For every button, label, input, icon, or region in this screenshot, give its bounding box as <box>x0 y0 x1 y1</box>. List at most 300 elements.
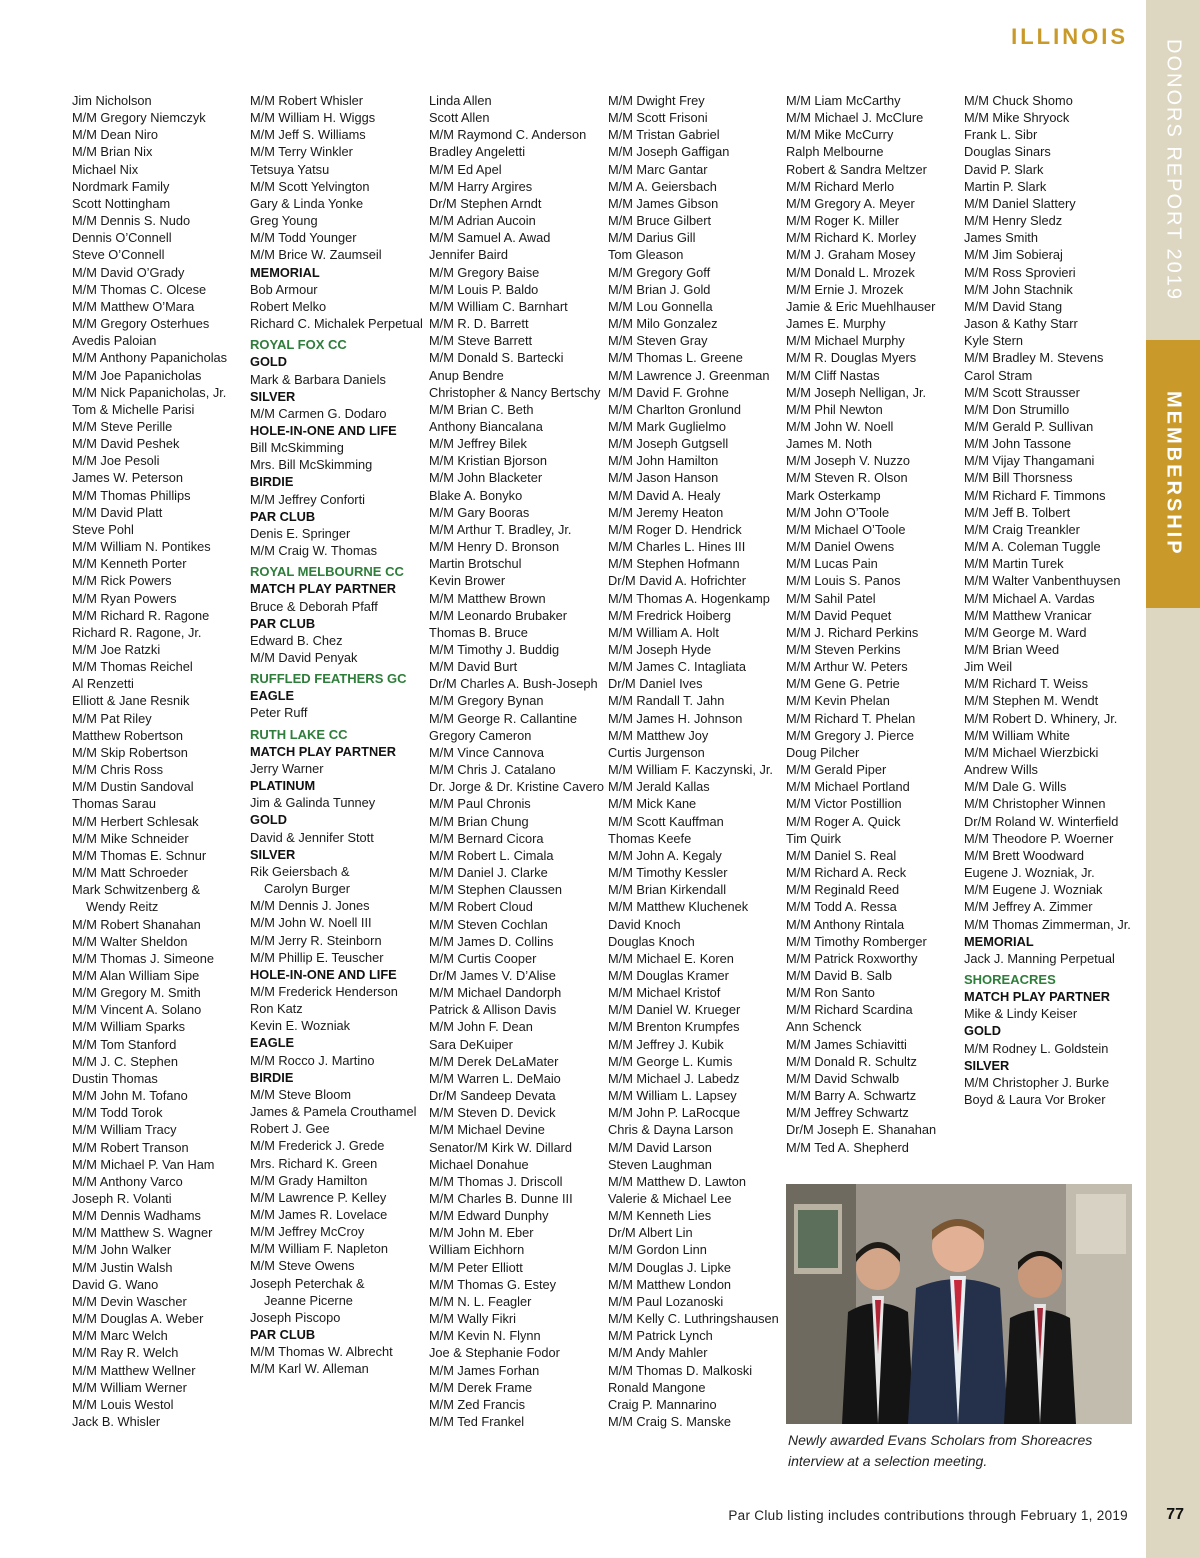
donor-name: M/M Jerald Kallas <box>608 779 710 795</box>
donor-name: M/M Rocco J. Martino <box>250 1052 375 1068</box>
donor-name: M/M Timothy Kessler <box>608 865 728 881</box>
giving-level-heading: PAR CLUB <box>250 615 316 631</box>
donor-name: M/M James H. Johnson <box>608 710 743 726</box>
donor-name: Tetsuya Yatsu <box>250 161 330 177</box>
donor-name: M/M Joe Ratzki <box>72 642 161 657</box>
giving-level-heading: BIRDIE <box>250 474 294 490</box>
donor-name: Dr/M Charles A. Bush-Joseph <box>429 676 598 692</box>
club-heading: SHOREACRES <box>964 971 1056 987</box>
donor-name: M/M Charles B. Dunne III <box>429 1191 573 1206</box>
donor-name: M/M James R. Lovelace <box>250 1207 388 1222</box>
donor-name: Doug Pilcher <box>786 744 860 760</box>
donor-name: M/M John F. Dean <box>429 1019 533 1035</box>
club-heading: ROYAL MELBOURNE CC <box>250 564 404 580</box>
donor-name: M/M Henry Sledz <box>964 213 1063 229</box>
donor-name: M/M Marc Welch <box>72 1328 168 1344</box>
donor-name: M/M Todd A. Ressa <box>786 899 897 915</box>
donor-name: M/M Jeffrey Schwartz <box>786 1105 909 1121</box>
donor-name: M/M Chuck Shomo <box>964 93 1073 108</box>
donor-name: Kyle Stern <box>964 333 1024 349</box>
donor-name: M/M William N. Pontikes <box>72 539 211 555</box>
donor-name: Ronald Mangone <box>608 1379 706 1395</box>
donor-name: Bruce & Deborah Pfaff <box>250 598 378 614</box>
donor-name: Jack B. Whisler <box>72 1414 161 1430</box>
donor-name: M/M Daniel J. Clarke <box>429 865 548 881</box>
donor-name: Dr/M David A. Hofrichter <box>608 573 746 589</box>
donor-name: M/M Richard T. Phelan <box>786 710 916 726</box>
donor-name: Bob Armour <box>250 281 318 297</box>
donor-name: M/M Roger K. Miller <box>786 213 900 229</box>
report-label-text: DONORS REPORT 2019 <box>1162 38 1185 301</box>
donor-name: Anup Bendre <box>429 367 504 383</box>
donor-name: Chris & Dayna Larson <box>608 1122 734 1138</box>
giving-level-heading: HOLE-IN-ONE AND LIFE <box>250 422 397 438</box>
donor-name: M/M Bruce Gilbert <box>608 213 712 229</box>
donor-name: M/M Michael Dandorph <box>429 985 562 1001</box>
donor-name: M/M Bill Thorsness <box>964 470 1073 486</box>
donor-name: M/M Liam McCarthy <box>786 93 901 108</box>
donor-name: Dr/M Sandeep Devata <box>429 1088 556 1104</box>
donor-name: M/M Daniel S. Real <box>786 847 897 863</box>
section-tab-text: MEMBERSHIP <box>1162 391 1185 557</box>
donor-name: Michael Donahue <box>429 1156 529 1172</box>
donor-name: M/M John Blacketer <box>429 470 543 486</box>
donor-name: M/M George R. Callantine <box>429 710 577 726</box>
donor-name: M/M Steve Owens <box>250 1258 355 1274</box>
donor-name: M/M Theodore P. Woerner <box>964 830 1114 846</box>
donor-name: M/M Ted A. Shepherd <box>786 1139 909 1155</box>
donor-name: Steve O’Connell <box>72 247 165 263</box>
donor-name: M/M Jeremy Heaton <box>608 504 724 520</box>
donor-name: M/M Carmen G. Dodaro <box>250 405 387 421</box>
donor-name: Bradley Angeletti <box>429 144 526 160</box>
donor-name: M/M Steven Cochlan <box>429 916 548 932</box>
donor-name: M/M Douglas A. Weber <box>72 1311 204 1327</box>
donor-name: M/M Gary Booras <box>429 504 530 520</box>
donor-name: M/M Michael P. Van Ham <box>72 1156 215 1172</box>
donor-name: M/M Thomas Reichel <box>72 659 193 675</box>
donor-name: M/M Michael Murphy <box>786 333 905 349</box>
donor-name: James M. Noth <box>786 436 873 452</box>
donor-name: Tim Quirk <box>786 830 841 846</box>
donor-name: M/M Roger A. Quick <box>786 813 901 829</box>
donor-name: Tom Gleason <box>608 247 684 263</box>
donor-name: M/M Sahil Patel <box>786 590 876 606</box>
giving-level-heading: PLATINUM <box>250 778 316 794</box>
donor-name: M/M Arthur W. Peters <box>786 659 908 675</box>
donor-name: M/M Paul Chronis <box>429 796 531 812</box>
donor-name: Richard C. Michalek Perpetual <box>250 316 423 332</box>
donor-name: Mrs. Richard K. Green <box>250 1155 378 1171</box>
donor-name: Martin P. Slark <box>964 178 1047 194</box>
donor-name: M/M Dale G. Wills <box>964 779 1067 795</box>
donor-name: M/M Cliff Nastas <box>786 367 880 383</box>
donor-name: Gregory Cameron <box>429 727 532 743</box>
giving-level-heading: GOLD <box>964 1023 1001 1039</box>
donor-name: Mark Osterkamp <box>786 487 881 503</box>
donor-name: M/M John M. Tofano <box>72 1088 188 1104</box>
donor-name: M/M Alan William Sipe <box>72 967 200 983</box>
donor-name: M/M Gregory M. Smith <box>72 985 201 1001</box>
donor-name: M/M Thomas A. Hogenkamp <box>608 590 770 606</box>
donor-name: Ann Schenck <box>786 1019 862 1035</box>
donor-name: M/M Kelly C. Luthringshausen <box>608 1311 779 1327</box>
donor-name: M/M David Pequet <box>786 607 892 623</box>
donor-name: M/M Frederick J. Grede <box>250 1138 385 1154</box>
donor-name: M/M Don Strumillo <box>964 401 1070 417</box>
donor-name: M/M Paul Lozanoski <box>608 1293 724 1309</box>
donor-name: Dr/M Joseph E. Shanahan <box>786 1122 937 1138</box>
donor-name: M/M Matthew London <box>608 1276 732 1292</box>
donor-name: M/M Tristan Gabriel <box>608 127 720 143</box>
donor-name: M/M Barry A. Schwartz <box>786 1088 917 1104</box>
donor-name: Jerry Warner <box>250 760 324 776</box>
donor-column-3 <box>429 92 605 1430</box>
donor-name: M/M Jason Hanson <box>608 470 719 486</box>
donor-name: M/M Brian J. Gold <box>608 281 711 297</box>
donor-name: M/M Brian Kirkendall <box>608 882 727 898</box>
donor-name: Andrew Wills <box>964 762 1038 778</box>
donor-name: Blake A. Bonyko <box>429 487 523 503</box>
donor-name: M/M Gordon Linn <box>608 1242 707 1258</box>
donor-name: Mike & Lindy Keiser <box>964 1006 1078 1022</box>
donor-name: Linda Allen <box>429 93 492 108</box>
donor-name: M/M Louis S. Panos <box>786 573 901 589</box>
donor-name: Jim Weil <box>964 659 1013 675</box>
donor-name: Boyd & Laura Vor Broker <box>964 1092 1106 1108</box>
donor-name: M/M David Burt <box>429 659 518 675</box>
donor-name: Anthony Biancalana <box>429 418 543 434</box>
giving-level-heading: EAGLE <box>250 688 295 704</box>
donor-name: M/M Richard R. Ragone <box>72 607 210 623</box>
donor-name: Matthew Robertson <box>72 727 183 743</box>
donor-name: M/M Stephen Claussen <box>429 882 563 898</box>
donor-name: M/M Gerald P. Sullivan <box>964 418 1094 434</box>
donor-name: James & Pamela Crouthamel <box>250 1104 417 1120</box>
donor-name: Mark Schwitzenberg & <box>72 882 201 898</box>
donor-name: M/M John Tassone <box>964 436 1072 452</box>
donor-name: M/M Brian Weed <box>964 642 1060 657</box>
donor-name: M/M William A. Holt <box>608 624 719 640</box>
donor-name: Carol Stram <box>964 367 1033 383</box>
donor-name: M/M William White <box>964 727 1070 743</box>
donor-name: M/M Richard Merlo <box>786 178 895 194</box>
donor-name: M/M Matthew Brown <box>429 590 546 606</box>
donor-name: M/M George L. Kumis <box>608 1053 733 1069</box>
donor-name: M/M Matthew Vranicar <box>964 607 1092 623</box>
giving-level-heading: PAR CLUB <box>250 508 316 524</box>
donor-name: M/M Daniel Owens <box>786 539 895 555</box>
donor-name: M/M Brett Woodward <box>964 847 1084 863</box>
donor-name: M/M Karl W. Alleman <box>250 1361 369 1377</box>
donor-name: M/M Martin Turek <box>964 556 1064 572</box>
donor-name: M/M Ray R. Welch <box>72 1345 179 1361</box>
donor-name: M/M Christopher Winnen <box>964 796 1106 812</box>
donor-name: M/M Matthew S. Wagner <box>72 1225 213 1241</box>
donor-name: Scott Allen <box>429 110 490 126</box>
donor-name: M/M Thomas D. Malkoski <box>608 1362 753 1378</box>
donor-name: M/M Bernard Cicora <box>429 830 544 846</box>
donor-name: Kevin Brower <box>429 573 506 589</box>
donor-name: M/M John W. Noell III <box>250 915 372 931</box>
footer-note: Par Club listing includes contributions through February 1, 2019 <box>728 1508 1128 1523</box>
donor-name: Patrick & Allison Davis <box>429 1002 557 1018</box>
donor-name: M/M Rick Powers <box>72 573 172 589</box>
donor-name: M/M Donald R. Schultz <box>786 1053 917 1069</box>
donor-name: M/M John W. Noell <box>786 418 894 434</box>
donor-name: M/M Louis P. Baldo <box>429 281 539 297</box>
donor-name: M/M James Forhan <box>429 1362 540 1378</box>
donor-name: M/M Scott Yelvington <box>250 178 370 194</box>
donor-name: Douglas Sinars <box>964 144 1051 160</box>
donor-name: Greg Young <box>250 213 318 229</box>
donor-name: Frank L. Sibr <box>964 127 1038 143</box>
donor-name-continued: Carolyn Burger <box>264 881 351 897</box>
donor-name: M/M N. L. Feagler <box>429 1293 532 1309</box>
donor-name: M/M William F. Kaczynski, Jr. <box>608 762 773 778</box>
donor-name: M/M Kevin N. Flynn <box>429 1328 541 1344</box>
donor-name: Nordmark Family <box>72 178 170 194</box>
donor-name: Kevin E. Wozniak <box>250 1018 351 1034</box>
donor-name: M/M Dennis J. Jones <box>250 898 370 914</box>
donor-name: M/M David Penyak <box>250 650 358 665</box>
donor-name: M/M Anthony Varco <box>72 1173 183 1189</box>
donor-name: Valerie & Michael Lee <box>608 1191 732 1206</box>
donor-name: M/M William Tracy <box>72 1122 177 1138</box>
donor-name: M/M Joe Pesoli <box>72 453 160 469</box>
donor-name: M/M Todd Younger <box>250 230 357 246</box>
donor-name: M/M Andy Mahler <box>608 1345 708 1361</box>
donor-name: M/M Devin Wascher <box>72 1293 187 1309</box>
giving-level-heading: HOLE-IN-ONE AND LIFE <box>250 966 397 982</box>
donor-name: M/M Edward Dunphy <box>429 1208 549 1224</box>
donor-name: M/M Donald L. Mrozek <box>786 264 915 280</box>
donor-name: M/M Scott Frisoni <box>608 110 708 126</box>
club-heading: RUFFLED FEATHERS GC <box>250 671 407 687</box>
donor-name: M/M Craig S. Manske <box>608 1414 732 1430</box>
giving-level-heading: MATCH PLAY PARTNER <box>964 989 1110 1005</box>
donor-name: M/M Tom Stanford <box>72 1036 177 1052</box>
donor-name: M/M John Walker <box>72 1242 172 1258</box>
donor-name: M/M Harry Argires <box>429 178 533 194</box>
donor-name: M/M Fredrick Hoiberg <box>608 607 732 623</box>
donor-name: M/M Richard A. Reck <box>786 865 907 881</box>
donor-name: M/M David Stang <box>964 298 1063 314</box>
donor-name: M/M Mike McCurry <box>786 127 894 143</box>
donor-name: M/M Patrick Roxworthy <box>786 950 918 966</box>
donor-name: M/M Robert L. Cimala <box>429 847 554 863</box>
donor-name: M/M Gregory Bynan <box>429 693 544 709</box>
donor-name: M/M Dwight Frey <box>608 93 705 108</box>
donor-name: M/M Gregory Goff <box>608 264 711 280</box>
donor-column-1 <box>72 92 248 1430</box>
donor-name: M/M John O’Toole <box>786 504 890 520</box>
donor-name: M/M Todd Torok <box>72 1105 163 1121</box>
donor-name: Al Renzetti <box>72 676 134 692</box>
donor-name: Tom & Michelle Parisi <box>72 401 195 417</box>
donor-name: M/M William Werner <box>72 1379 187 1395</box>
donor-name: M/M Anthony Papanicholas <box>72 350 228 366</box>
donor-name: M/M James D. Collins <box>429 933 554 949</box>
donor-name: M/M Joseph V. Nuzzo <box>786 453 910 469</box>
donor-name: M/M J. Richard Perkins <box>786 624 919 640</box>
donor-name: M/M Skip Robertson <box>72 744 188 760</box>
donor-name: M/M John M. Eber <box>429 1225 534 1241</box>
donor-name: M/M Gene G. Petrie <box>786 676 900 692</box>
donor-name: Jack J. Manning Perpetual <box>964 950 1115 966</box>
donor-name: M/M Michael Kristof <box>608 985 721 1001</box>
donor-name: M/M Victor Postillion <box>786 796 902 812</box>
donor-name: Joseph Peterchak & <box>250 1275 365 1291</box>
donor-name: M/M Matthew O’Mara <box>72 298 195 314</box>
giving-level-heading: MEMORIAL <box>964 933 1034 949</box>
donor-name: M/M Anthony Rintala <box>786 916 905 932</box>
donor-name: Jason & Kathy Starr <box>964 316 1078 332</box>
giving-level-heading: BIRDIE <box>250 1069 294 1085</box>
donor-name: M/M Henry D. Bronson <box>429 539 560 555</box>
donor-name: Ron Katz <box>250 1001 303 1017</box>
donor-name: Sara DeKuiper <box>429 1036 513 1052</box>
donor-name: M/M Michael E. Koren <box>608 950 734 966</box>
donor-name: M/M Charlton Gronlund <box>608 401 741 417</box>
donor-name: M/M Ryan Powers <box>72 590 177 606</box>
donor-name: M/M John A. Kegaly <box>608 847 722 863</box>
giving-level-heading: SILVER <box>964 1057 1010 1073</box>
donor-name: M/M Charles L. Hines III <box>608 539 746 555</box>
donor-name: M/M William H. Wiggs <box>250 110 376 126</box>
donor-name: Mrs. Bill McSkimming <box>250 457 373 473</box>
donor-name: M/M Jeff B. Tolbert <box>964 504 1071 520</box>
donor-name: Robert & Sandra Meltzer <box>786 161 927 177</box>
donor-name: M/M David Peshek <box>72 436 180 452</box>
donor-name: M/M R. Douglas Myers <box>786 350 917 366</box>
donor-name: Rik Geiersbach & <box>250 863 350 879</box>
donor-name: M/M Robert Cloud <box>429 899 533 915</box>
donor-name: M/M David Larson <box>608 1139 712 1155</box>
donor-name: M/M Jerry R. Steinborn <box>250 932 382 948</box>
donor-name: M/M Craig Treankler <box>964 521 1080 537</box>
donor-name: M/M Walter Vanbenthuysen <box>964 573 1121 589</box>
donor-name: M/M Donald S. Bartecki <box>429 350 564 366</box>
donor-name: M/M Eugene J. Wozniak <box>964 882 1103 898</box>
donor-name: M/M Timothy Romberger <box>786 933 927 949</box>
donor-name: Dr/M James V. D’Alise <box>429 967 556 983</box>
donor-name-continued: Wendy Reitz <box>86 899 159 915</box>
donor-name: M/M Joseph Hyde <box>608 642 712 657</box>
donor-name: M/M Lucas Pain <box>786 556 878 572</box>
scholars-photo <box>786 1184 1132 1424</box>
donor-name: M/M Ernie J. Mrozek <box>786 281 904 297</box>
donor-name: M/M Jim Sobieraj <box>964 247 1063 263</box>
donor-name: M/M Richard T. Weiss <box>964 676 1088 692</box>
donor-name: M/M Kristian Bjorson <box>429 453 548 469</box>
donor-name: M/M John Stachnik <box>964 281 1073 297</box>
donor-name: Michael Nix <box>72 161 139 177</box>
donor-name: M/M Patrick Lynch <box>608 1328 713 1344</box>
donor-name: Elliott & Jane Resnik <box>72 693 190 709</box>
donor-name: M/M J. Graham Mosey <box>786 247 916 263</box>
donor-name: Dr. Jorge & Dr. Kristine Cavero <box>429 779 604 795</box>
donor-name: M/M Dennis S. Nudo <box>72 213 191 229</box>
donor-column-5 <box>786 92 962 1156</box>
donor-name: Denis E. Springer <box>250 525 351 541</box>
donor-name: M/M Stephen M. Wendt <box>964 693 1099 709</box>
donor-name: M/M Mike Shryock <box>964 110 1070 126</box>
donor-name: James E. Murphy <box>786 316 886 332</box>
donor-name: M/M James Schiavitti <box>786 1036 907 1052</box>
donor-column-4 <box>608 92 784 1430</box>
donor-name: M/M Phillip E. Teuscher <box>250 949 384 965</box>
donor-name: M/M Phil Newton <box>786 401 883 417</box>
donor-name: M/M Brian Nix <box>72 144 153 160</box>
donor-name: Richard R. Ragone, Jr. <box>72 624 202 640</box>
donor-name: Joe & Stephanie Fodor <box>429 1345 560 1361</box>
donor-name: Bill McSkimming <box>250 440 344 456</box>
donor-name: M/M Darius Gill <box>608 230 696 246</box>
donor-name: M/M Craig W. Thomas <box>250 543 378 559</box>
donor-name: M/M Michael A. Vardas <box>964 590 1095 606</box>
donor-name: M/M Richard Scardina <box>786 1002 913 1018</box>
donor-name: Dustin Thomas <box>72 1070 158 1086</box>
donor-name: M/M Leonardo Brubaker <box>429 607 567 623</box>
donor-name: M/M Walter Sheldon <box>72 933 188 949</box>
donor-name: M/M Joseph Gaffigan <box>608 144 730 160</box>
donor-name: Edward B. Chez <box>250 632 343 648</box>
donor-name: Gary & Linda Yonke <box>250 195 364 211</box>
donor-name: M/M Arthur T. Bradley, Jr. <box>429 521 572 537</box>
donor-name: M/M Michael J. Labedz <box>608 1070 740 1086</box>
donor-column-6 <box>964 92 1140 1108</box>
donor-name: M/M Gerald Piper <box>786 762 887 778</box>
giving-level-heading: SILVER <box>250 388 296 404</box>
giving-level-heading: PAR CLUB <box>250 1327 316 1343</box>
donor-name: M/M Michael Devine <box>429 1122 545 1138</box>
giving-level-heading: GOLD <box>250 354 287 370</box>
donor-name: M/M Daniel Slattery <box>964 195 1076 211</box>
donor-name: M/M Mike Schneider <box>72 830 189 846</box>
donor-name: M/M Brenton Krumpfes <box>608 1019 740 1035</box>
donor-name: M/M Steven Perkins <box>786 642 901 657</box>
donor-name: Dr/M Albert Lin <box>608 1225 693 1241</box>
donor-name: M/M Joseph Nelligan, Jr. <box>786 384 927 400</box>
donor-name: M/M Derek Frame <box>429 1379 533 1395</box>
donor-name: M/M Thomas J. Driscoll <box>429 1173 563 1189</box>
donor-name: M/M Frederick Henderson <box>250 983 398 999</box>
donor-name: M/M Jeffrey A. Zimmer <box>964 899 1093 915</box>
donor-name: M/M Robert D. Whinery, Jr. <box>964 710 1118 726</box>
donor-name: M/M Kenneth Porter <box>72 556 187 572</box>
donor-name: Dr/M Stephen Arndt <box>429 195 542 211</box>
donor-name: M/M Gregory A. Meyer <box>786 195 915 211</box>
donor-name: M/M Scott Kauffman <box>608 813 724 829</box>
photo-caption: Newly awarded Evans Scholars from Shoreacres interview at a selection meeting. <box>788 1432 1093 1469</box>
donor-name: M/M Michael J. McClure <box>786 110 924 126</box>
donor-name: M/M Vincent A. Solano <box>72 1002 202 1018</box>
donor-name: M/M Dennis Wadhams <box>72 1208 201 1224</box>
state-title: ILLINOIS <box>1011 24 1128 49</box>
giving-level-heading: SILVER <box>250 846 296 862</box>
donor-name: M/M Herbert Schlesak <box>72 813 199 829</box>
donor-name: Dr/M Roland W. Winterfield <box>964 813 1119 829</box>
donor-name: M/M Robert Shanahan <box>72 916 201 932</box>
donor-name: M/M Marc Gantar <box>608 161 708 177</box>
donor-name: M/M David F. Grohne <box>608 384 729 400</box>
donor-name: Steven Laughman <box>608 1156 712 1172</box>
donor-name: M/M Thomas Zimmerman, Jr. <box>964 916 1131 932</box>
donor-name: M/M Stephen Hofmann <box>608 556 740 572</box>
donor-name: M/M Dustin Sandoval <box>72 779 194 795</box>
donor-name: Eugene J. Wozniak, Jr. <box>964 865 1095 881</box>
